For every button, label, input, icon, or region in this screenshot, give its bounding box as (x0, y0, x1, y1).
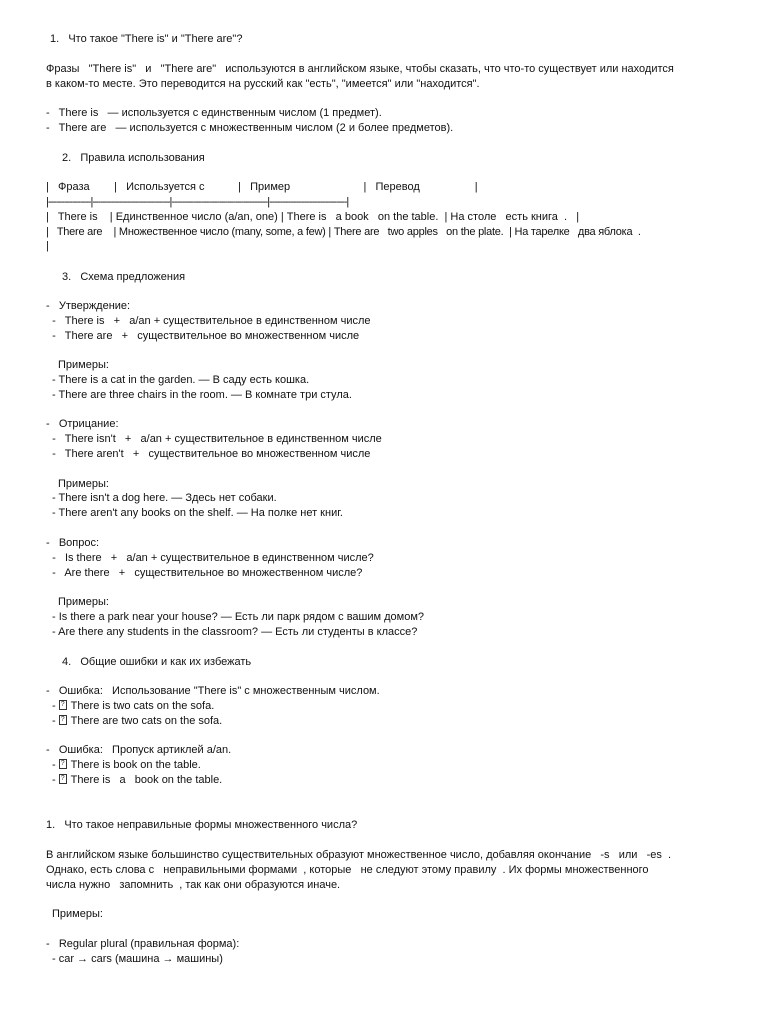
heading-section-3: 3. Схема предложения (62, 271, 186, 283)
list-item: - There is — используется с единственным числом (1 предмет). (46, 107, 382, 119)
correct-example-line: - ? There is a book on the table. (52, 773, 222, 787)
list-item: - Утверждение: (46, 300, 131, 312)
correct-example-line: - ? There are two cats on the sofa. (52, 714, 222, 728)
paragraph-line: числа нужно запомнить , так как они образуются иначе. (46, 879, 341, 891)
paragraph-line: Фразы "There is" и "There are" используются в английском языке, чтобы сказать, что что-то существует или находится (46, 63, 674, 75)
table-row: | There is | Единственное число (a/an, one) | There is a book on the table. | На столе есть книга . | (46, 211, 580, 223)
examples-label: Примеры: (58, 359, 109, 371)
list-item: - Ошибка: Пропуск артиклей a/an. (46, 744, 232, 756)
missing-glyph-icon (59, 759, 67, 769)
example-line: - There aren't any books on the shelf. — На полке нет книг. (52, 507, 343, 519)
examples-label: Примеры: (58, 596, 109, 608)
list-item: - Ошибка: Использование "There is" с множественным числом. (46, 685, 380, 697)
list-subitem: - There is + a/an + существительное в единственном числе (46, 315, 371, 327)
paragraph-line: Однако, есть слова с неправильными формами , которые не следуют этому правилу . Их формы множественного (46, 864, 649, 876)
list-item: - Отрицание: (46, 418, 119, 430)
example-line: - There isn't a dog here. — Здесь нет собаки. (52, 492, 277, 504)
table-separator-row: |----------------|-----------------------------|------------------------------------|-----------------------------| (46, 196, 349, 208)
examples-label: Примеры: (52, 908, 103, 920)
table-header-row: | Фраза | Используется с | Пример | Перевод | (46, 181, 478, 193)
heading-section-1b: 1. Что такое неправильные формы множественного числа? (46, 819, 358, 831)
heading-section-4: 4. Общие ошибки и как их избежать (62, 656, 252, 668)
missing-glyph-icon (59, 774, 67, 784)
correct-example-text: There are two cats on the sofa. (70, 715, 223, 727)
paragraph-line: в каком-то месте. Это переводится на русский как "есть", "имеется" или "находится". (46, 78, 480, 90)
example-line: - Are there any students in the classroom? — Есть ли студенты в классе? (52, 626, 418, 638)
list-subitem: - There isn't + a/an + существительное в единственном числе (46, 433, 382, 445)
example-line: - Is there a park near your house? — Есть ли парк рядом с вашим домом? (52, 611, 425, 623)
paragraph-line: В английском языке большинство существительных образуют множественное число, добавляя окончание -s или -es . (46, 849, 672, 861)
list-subitem: - There are + существительное во множественном числе (46, 330, 360, 342)
example-line: - car → cars (машина → машины) (52, 953, 223, 965)
error-example-line: - ? There is book on the table. (52, 758, 201, 772)
list-subitem: - Is there + a/an + существительное в единственном числе? (46, 552, 374, 564)
heading-section-2: 2. Правила использования (62, 152, 205, 164)
examples-label: Примеры: (58, 478, 109, 490)
list-subitem: - There aren't + существительное во множественном числе (46, 448, 371, 460)
list-item: - Regular plural (правильная форма): (46, 938, 240, 950)
error-example-text: There is two cats on the sofa. (70, 700, 215, 712)
correct-example-text: There is a book on the table. (70, 774, 223, 786)
error-example-text: There is book on the table. (70, 759, 201, 771)
missing-glyph-icon (59, 700, 67, 710)
missing-glyph-icon (59, 715, 67, 725)
table-row-end: | (46, 240, 49, 252)
list-item: - Вопрос: (46, 537, 100, 549)
error-example-line: - ? There is two cats on the sofa. (52, 699, 214, 713)
list-subitem: - Are there + существительное во множественном числе? (46, 567, 363, 579)
example-line: - There are three chairs in the room. — В комнате три стула. (52, 389, 352, 401)
heading-section-1: 1. Что такое "There is" и "There are"? (50, 33, 243, 45)
example-line: - There is a cat in the garden. — В саду есть кошка. (52, 374, 310, 386)
list-item: - There are — используется с множественным числом (2 и более предметов). (46, 122, 454, 134)
table-row: | There are | Множественное число (many, some, a few) | There are two apples on the plate. | На тарелке два яблока . (46, 226, 641, 238)
